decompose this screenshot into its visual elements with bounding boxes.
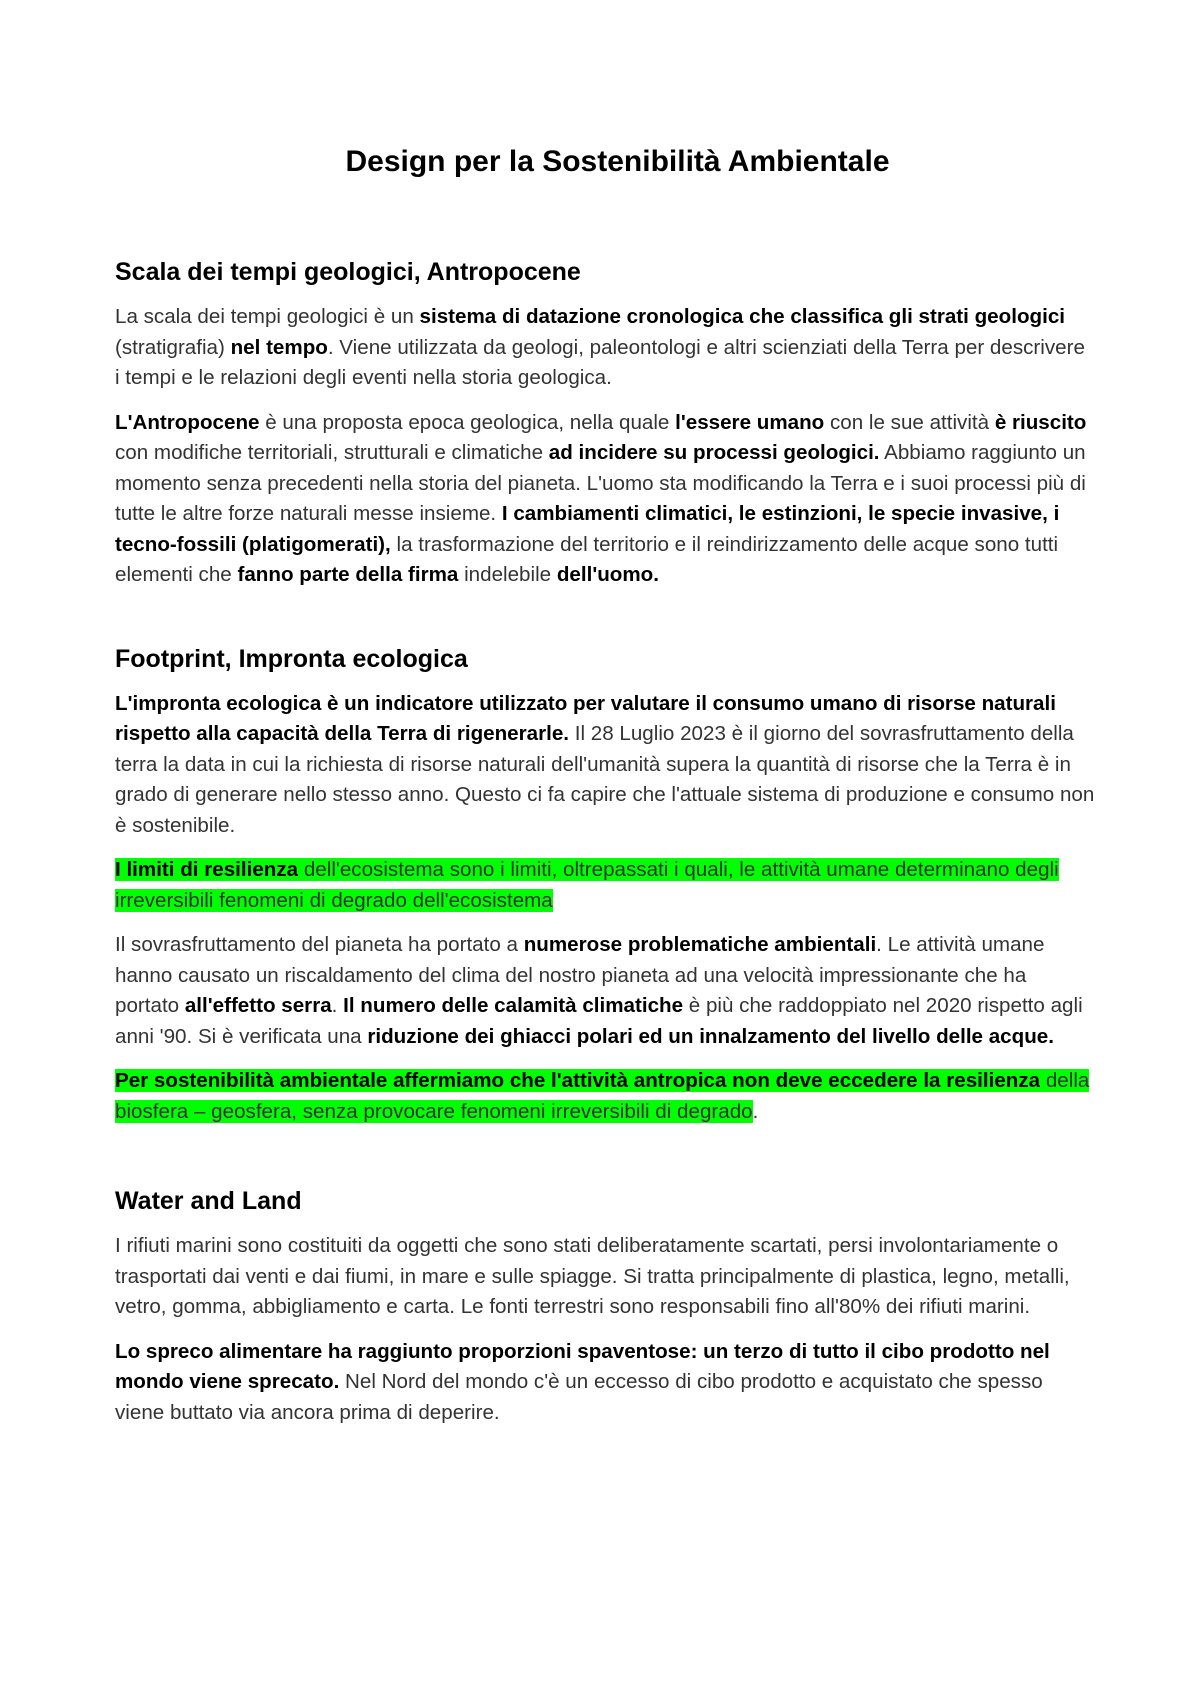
paragraph <box>115 408 1095 591</box>
section <box>115 1183 1095 1428</box>
bold-text: ad incidere su processi geologici. <box>548 441 880 464</box>
section-heading: Scala dei tempi geologici, Antropocene <box>115 258 581 286</box>
paragraph <box>115 689 1095 842</box>
text-run: Il 28 Luglio 2023 è il giorno del sovrasfruttamento della terra la data in cui la richiesta di risorse naturali dell'umanità supera la quantità di risorse che la Terra è in grado di generare nello stesso anno. Questo ci fa capire che l'attuale sistema di produzione e consumo non è sostenibile. <box>115 722 1095 837</box>
highlighted-text: I limiti di resilienza <box>115 858 299 881</box>
text-run: La scala dei tempi geologici è un <box>115 305 420 328</box>
bold-text: Il numero delle calamità climatiche <box>343 994 684 1017</box>
text-run: Il sovrasfruttamento del pianeta ha portato a <box>115 933 524 956</box>
bold-text: all'effetto serra <box>184 994 332 1017</box>
text-run: con modifiche territoriali, strutturali e climatiche <box>115 441 549 464</box>
bold-text: l'essere umano <box>675 410 825 434</box>
bold-text: sistema di datazione cronologica che classifica gli strati geologici <box>419 305 1065 328</box>
paragraph <box>115 1066 1095 1127</box>
bold-text: è riuscito <box>994 410 1087 434</box>
document-page <box>115 140 1095 1478</box>
paragraph <box>115 855 1095 916</box>
text-run: . <box>752 1099 759 1123</box>
section-heading: Footprint, Impronta ecologica <box>115 644 468 673</box>
text-run: Abbiamo raggiunto un momento senza precedenti nella storia del pianeta. L'uomo sta modificando la Terra e i suoi processi più di tutte le altre forze naturali messe insieme. <box>115 441 1086 525</box>
text-run: è una proposta epoca geologica, nella quale <box>259 410 676 434</box>
bold-text: riduzione dei ghiacci polari ed un innalzamento del livello delle acque. <box>367 1024 1054 1048</box>
paragraph <box>115 1231 1095 1323</box>
bold-text: numerose problematiche ambientali <box>523 933 877 956</box>
section-heading: Water and Land <box>115 1187 302 1215</box>
text-run: è più che raddoppiato nel 2020 rispetto agli anni '90. Si è verificata una <box>115 994 1083 1048</box>
text-run: . Le attività umane hanno causato un riscaldamento del clima del nostro pianeta ad una velocità impressionante che ha portato <box>115 933 1045 1017</box>
text-run: con le sue attività <box>824 410 995 434</box>
text-run: Nel Nord del mondo c'è un eccesso di cibo prodotto e acquistato che spesso viene buttato via ancora prima di deperire. <box>115 1370 1043 1424</box>
bold-text: L'Antropocene <box>115 410 260 434</box>
bold-text: nel tempo <box>230 335 328 359</box>
highlighted-text: della biosfera – geosfera, senza provocare fenomeni irreversibili di degrado <box>115 1069 1090 1123</box>
document-title: Design per la Sostenibilità Ambientale <box>345 145 890 178</box>
bold-text: dell'uomo. <box>556 563 659 586</box>
section <box>115 254 1095 591</box>
highlighted-text: Per sostenibilità ambientale affermiamo che l'attività antropica non deve eccedere la resilienza <box>115 1069 1041 1092</box>
paragraph <box>115 930 1095 1052</box>
text-run: . Viene utilizzata da geologi, paleontologi e altri scienziati della Terra per descrivere i tempi e le relazioni degli eventi nella storia geologica. <box>115 335 1085 389</box>
bold-text: Lo spreco alimentare ha raggiunto proporzioni spaventose: un terzo di tutto il cibo prodotto nel mondo viene sprecato. <box>115 1339 1050 1393</box>
paragraph <box>115 302 1095 394</box>
paragraph <box>115 1337 1095 1429</box>
text-run: . <box>331 994 344 1017</box>
text-run: indelebile <box>458 563 557 586</box>
bold-text: L'impronta ecologica è un indicatore utilizzato per valutare il consumo umano di risorse naturali rispetto alla capacità della Terra di rigenerarle. <box>115 691 1056 745</box>
bold-text: fanno parte della firma <box>237 563 459 586</box>
text-run: (stratigrafia) <box>115 335 231 359</box>
text-run: la trasformazione del territorio e il reindirizzamento delle acque sono tutti elementi che <box>115 532 1059 586</box>
highlighted-text: dell'ecosistema sono i limiti, oltrepassati i quali, le attività umane determinano degli irreversibili fenomeni di degrado dell'ecosistema <box>115 858 1059 912</box>
document-body <box>115 254 1095 1428</box>
bold-text: I cambiamenti climatici, le estinzioni, le specie invasive, i tecno-fossili (platigomerati), <box>115 502 1060 556</box>
text-run: I rifiuti marini sono costituiti da oggetti che sono stati deliberatamente scartati, persi involontariamente o trasportati dai venti e dai fiumi, in mare e sulle spiagge. Si tratta principalmente di plastica, legno, metalli, vetro, gomma, abbigliamento e carta. Le fonti terrestri sono responsabili fino all'80% dei rifiuti marini. <box>115 1234 1070 1318</box>
section <box>115 641 1095 1128</box>
